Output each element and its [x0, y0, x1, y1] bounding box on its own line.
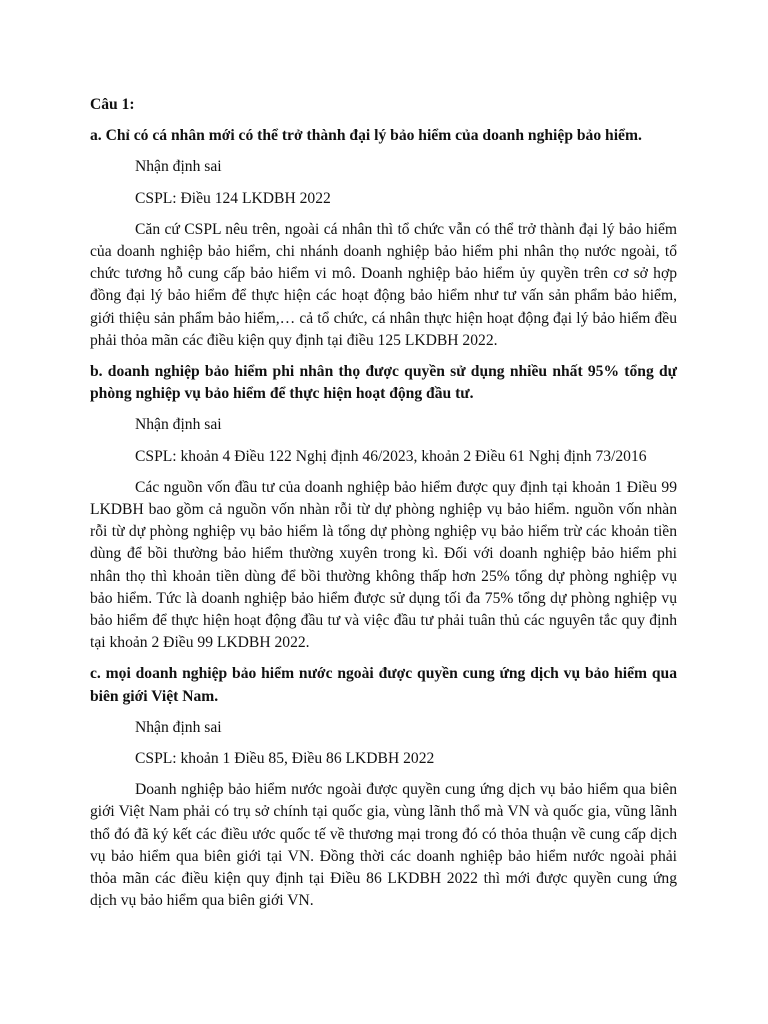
explanation-a: Căn cứ CSPL nêu trên, ngoài cá nhân thì tổ chức vẫn có thể trở thành đại lý bảo hiểm của doanh nghiệp bảo hiểm, chi nhánh doanh nghiệp bảo hiểm phi nhân thọ nước ngoài, tổ chức tương hỗ cung cấp bảo hiểm vi mô. Doanh nghiệp bảo hiểm ủy quyền trên cơ sở hợp đồng đại lý bảo hiểm để thực hiện các hoạt động bảo hiểm như tư vấn sản phẩm bảo hiểm, giới thiệu sản phẩm bảo hiểm,… cả tổ chức, cá nhân thực hiện hoạt động đại lý bảo hiểm đều phải thỏa mãn các điều kiện quy định tại điều 125 LKDBH 2022.	[90, 220, 677, 349]
verdict-b: Nhận định sai	[135, 416, 222, 434]
verdict-a: Nhận định sai	[135, 158, 222, 176]
document-content	[90, 94, 677, 922]
legal-basis-c: CSPL: khoản 1 Điều 85, Điều 86 LKDBH 2022	[135, 750, 435, 768]
question-a: a. Chỉ có cá nhân mới có thể trở thành đại lý bảo hiểm của doanh nghiệp bảo hiểm.	[90, 127, 642, 145]
verdict-c: Nhận định sai	[135, 718, 222, 736]
question-c: c. mọi doanh nghiệp bảo hiểm nước ngoài được quyền cung ứng dịch vụ bảo hiểm qua biên giới Việt Nam.	[90, 665, 677, 705]
explanation-c: Doanh nghiệp bảo hiểm nước ngoài được quyền cung ứng dịch vụ bảo hiểm qua biên giới Việt Nam phải có trụ sở chính tại quốc gia, vùng lãnh thổ mà VN và quốc gia, vũng lãnh thổ đó đã ký kết các điều ước quốc tế về thương mại trong đó có thỏa thuận về cung cấp dịch vụ bảo hiểm qua biên giới tại VN. Đồng thời các doanh nghiệp bảo hiểm nước ngoài phải thỏa mãn các điều kiện quy định tại Điều 86 LKDBH 2022 thì mới được quyền cung ứng dịch vụ bảo hiểm qua biên giới VN.	[90, 781, 677, 910]
question-b: b. doanh nghiệp bảo hiểm phi nhân thọ được quyền sử dụng nhiều nhất 95% tổng dự phòng nghiệp vụ bảo hiểm để thực hiện hoạt động đầu tư.	[90, 363, 677, 403]
explanation-b: Các nguồn vốn đầu tư của doanh nghiệp bảo hiểm được quy định tại khoản 1 Điều 99 LKDBH bao gồm cả nguồn vốn nhàn rỗi từ dự phòng nghiệp vụ bảo hiểm. nguồn vốn nhàn rỗi từ dự phòng nghiệp vụ bảo hiểm là tổng dự phòng nghiệp vụ bảo hiểm trừ các khoản tiền dùng để bồi thường bảo hiểm thường xuyên trong kì. Đối với doanh nghiệp bảo hiểm phi nhân thọ thì khoản tiền dùng để bồi thường không thấp hơn 25% tổng dự phòng nghiệp vụ bảo hiểm. Tức là doanh nghiệp bảo hiểm được sử dụng tối đa 75% tổng dự phòng nghiệp vụ bảo hiểm để thực hiện hoạt động đầu tư và việc đầu tư phải tuân thủ các nguyên tắc quy định tại khoản 2 Điều 99 LKDBH 2022.	[90, 478, 677, 652]
document-title: Câu 1:	[90, 96, 135, 113]
legal-basis-b: CSPL: khoản 4 Điều 122 Nghị định 46/2023, khoản 2 Điều 61 Nghị định 73/2016	[135, 447, 647, 465]
legal-basis-a: CSPL: Điều 124 LKDBH 2022	[135, 189, 331, 207]
